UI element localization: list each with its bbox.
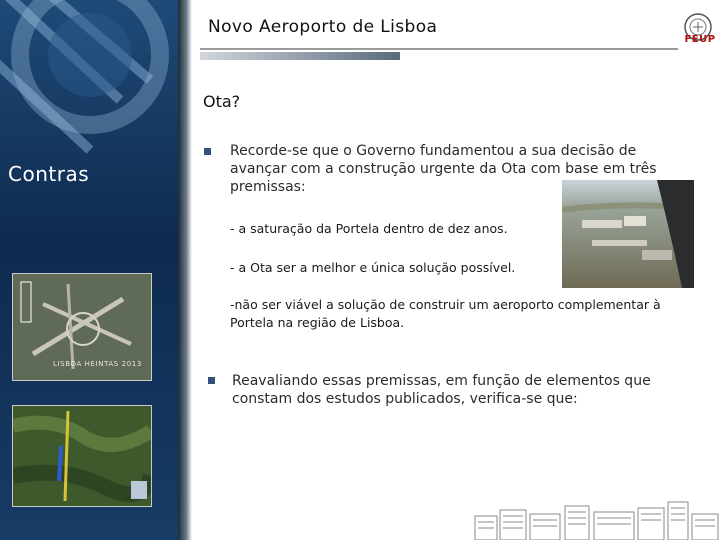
runway-map-image xyxy=(12,405,152,507)
buildings-illustration xyxy=(470,494,720,540)
slide-subtitle: Ota? xyxy=(203,92,241,111)
sidebar-panel xyxy=(0,0,178,540)
premise-1: - a saturação da Portela dentro de dez anos. xyxy=(230,221,508,236)
sidebar-shadow xyxy=(178,0,192,540)
paragraph-premises-intro: Recorde-se que o Governo fundamentou a sua decisão de avançar com a construção urgente da Ota com base em três premissas: xyxy=(230,143,657,195)
bullet-square-icon xyxy=(204,148,211,155)
map-caption: LISBOA HEINTAS 2013 xyxy=(53,360,142,368)
header-divider xyxy=(200,48,678,50)
bullet-square-icon xyxy=(208,377,215,384)
aerial-photo xyxy=(562,180,694,288)
feup-logo-text: FEUP xyxy=(684,34,716,45)
premise-3: -não ser viável a solução de construir um aeroporto complementar à Portela na região de Lisboa. xyxy=(230,297,661,330)
header-accent-bar xyxy=(200,52,400,60)
satellite-map-image xyxy=(12,273,152,381)
premise-2: - a Ota ser a melhor e única solução possível. xyxy=(230,260,516,275)
paragraph-reevaluation: Reavaliando essas premissas, em função de elementos que constam dos estudos publicados, verifica-se que: xyxy=(232,373,651,407)
gear-graphic xyxy=(0,0,178,220)
section-label: Contras xyxy=(8,162,90,186)
page-title: Novo Aeroporto de Lisboa xyxy=(208,17,438,37)
